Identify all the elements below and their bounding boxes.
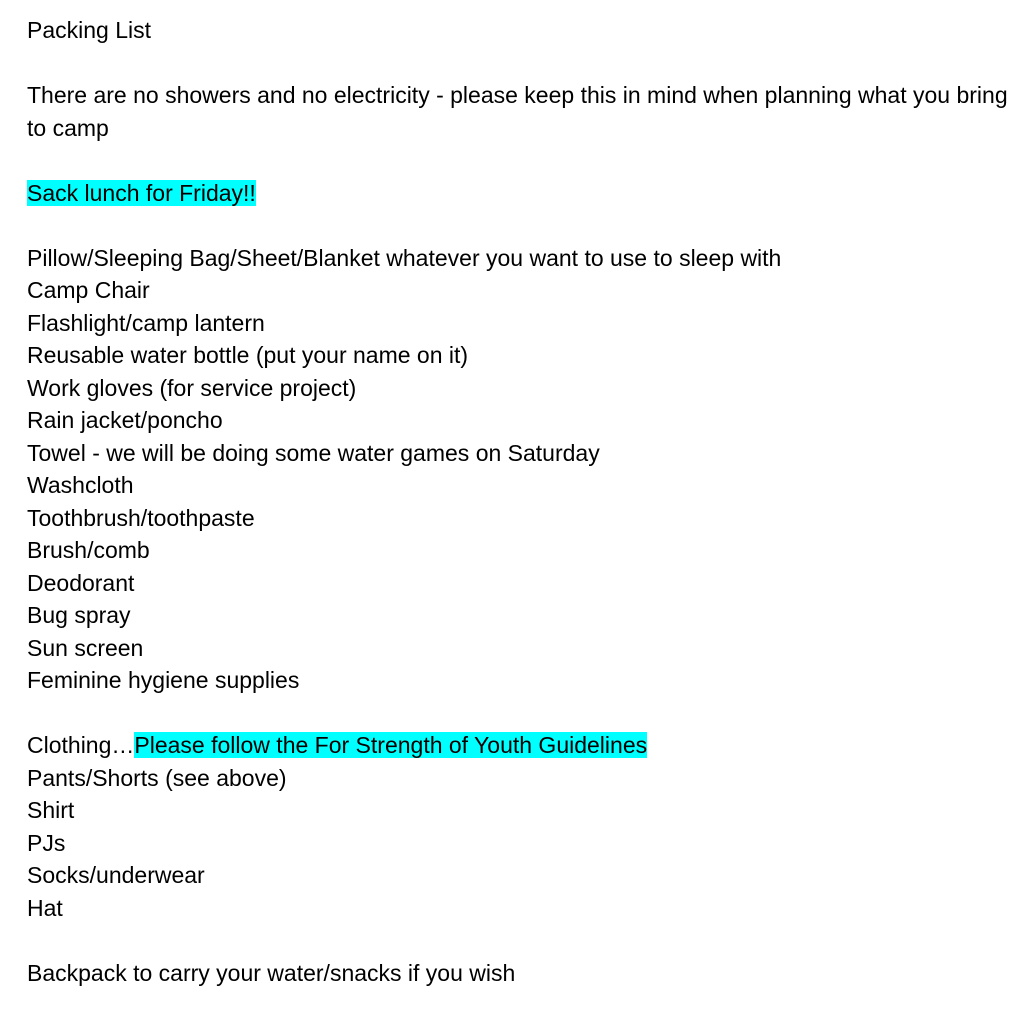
list-item: Brush/comb <box>27 537 150 563</box>
list-item: Hat <box>27 894 63 921</box>
clothing-label: Clothing… <box>27 732 135 758</box>
list-item: Camp Chair <box>27 277 150 303</box>
list-item: Feminine hygiene supplies <box>27 667 300 693</box>
clothing-heading <box>27 729 1013 762</box>
list-item: Rain jacket/poncho <box>27 407 223 433</box>
list-item: Sun screen <box>27 634 144 661</box>
lunch-note-highlight: Sack lunch for Friday!! <box>27 179 256 206</box>
document-body <box>27 14 1013 989</box>
list-item: Shirt <box>27 797 75 823</box>
list-item: PJs <box>27 829 66 856</box>
list-item: Pants/Shorts (see above) <box>27 764 287 791</box>
backpack-note: Backpack to carry your water/snacks if you wish <box>27 959 516 986</box>
spacer <box>27 47 1013 80</box>
list-item: Deodorant <box>27 569 135 596</box>
page-title: Packing List <box>27 17 152 43</box>
lunch-note-line <box>27 177 1013 210</box>
clothing-list <box>27 762 1013 925</box>
list-item: Towel - we will be doing some water games on Saturday <box>27 439 600 466</box>
list-item: Washcloth <box>27 472 134 498</box>
notice-paragraph: There are no showers and no electricity - please keep this in mind when planning what you bring to camp <box>27 82 1008 141</box>
spacer <box>27 144 1013 177</box>
list-item: Socks/underwear <box>27 862 205 888</box>
list-item: Flashlight/camp lantern <box>27 309 265 336</box>
list-item: Reusable water bottle (put your name on it) <box>27 342 469 368</box>
list-item: Toothbrush/toothpaste <box>27 504 255 531</box>
list-item: Pillow/Sleeping Bag/Sheet/Blanket whatever you want to use to sleep with <box>27 244 782 271</box>
spacer <box>27 209 1013 242</box>
clothing-guideline-highlight: Please follow the For Strength of Youth Guidelines <box>134 732 648 758</box>
spacer <box>27 697 1013 730</box>
spacer <box>27 924 1013 957</box>
list-item: Bug spray <box>27 602 131 628</box>
list-item: Work gloves (for service project) <box>27 374 357 401</box>
gear-list <box>27 242 1013 697</box>
